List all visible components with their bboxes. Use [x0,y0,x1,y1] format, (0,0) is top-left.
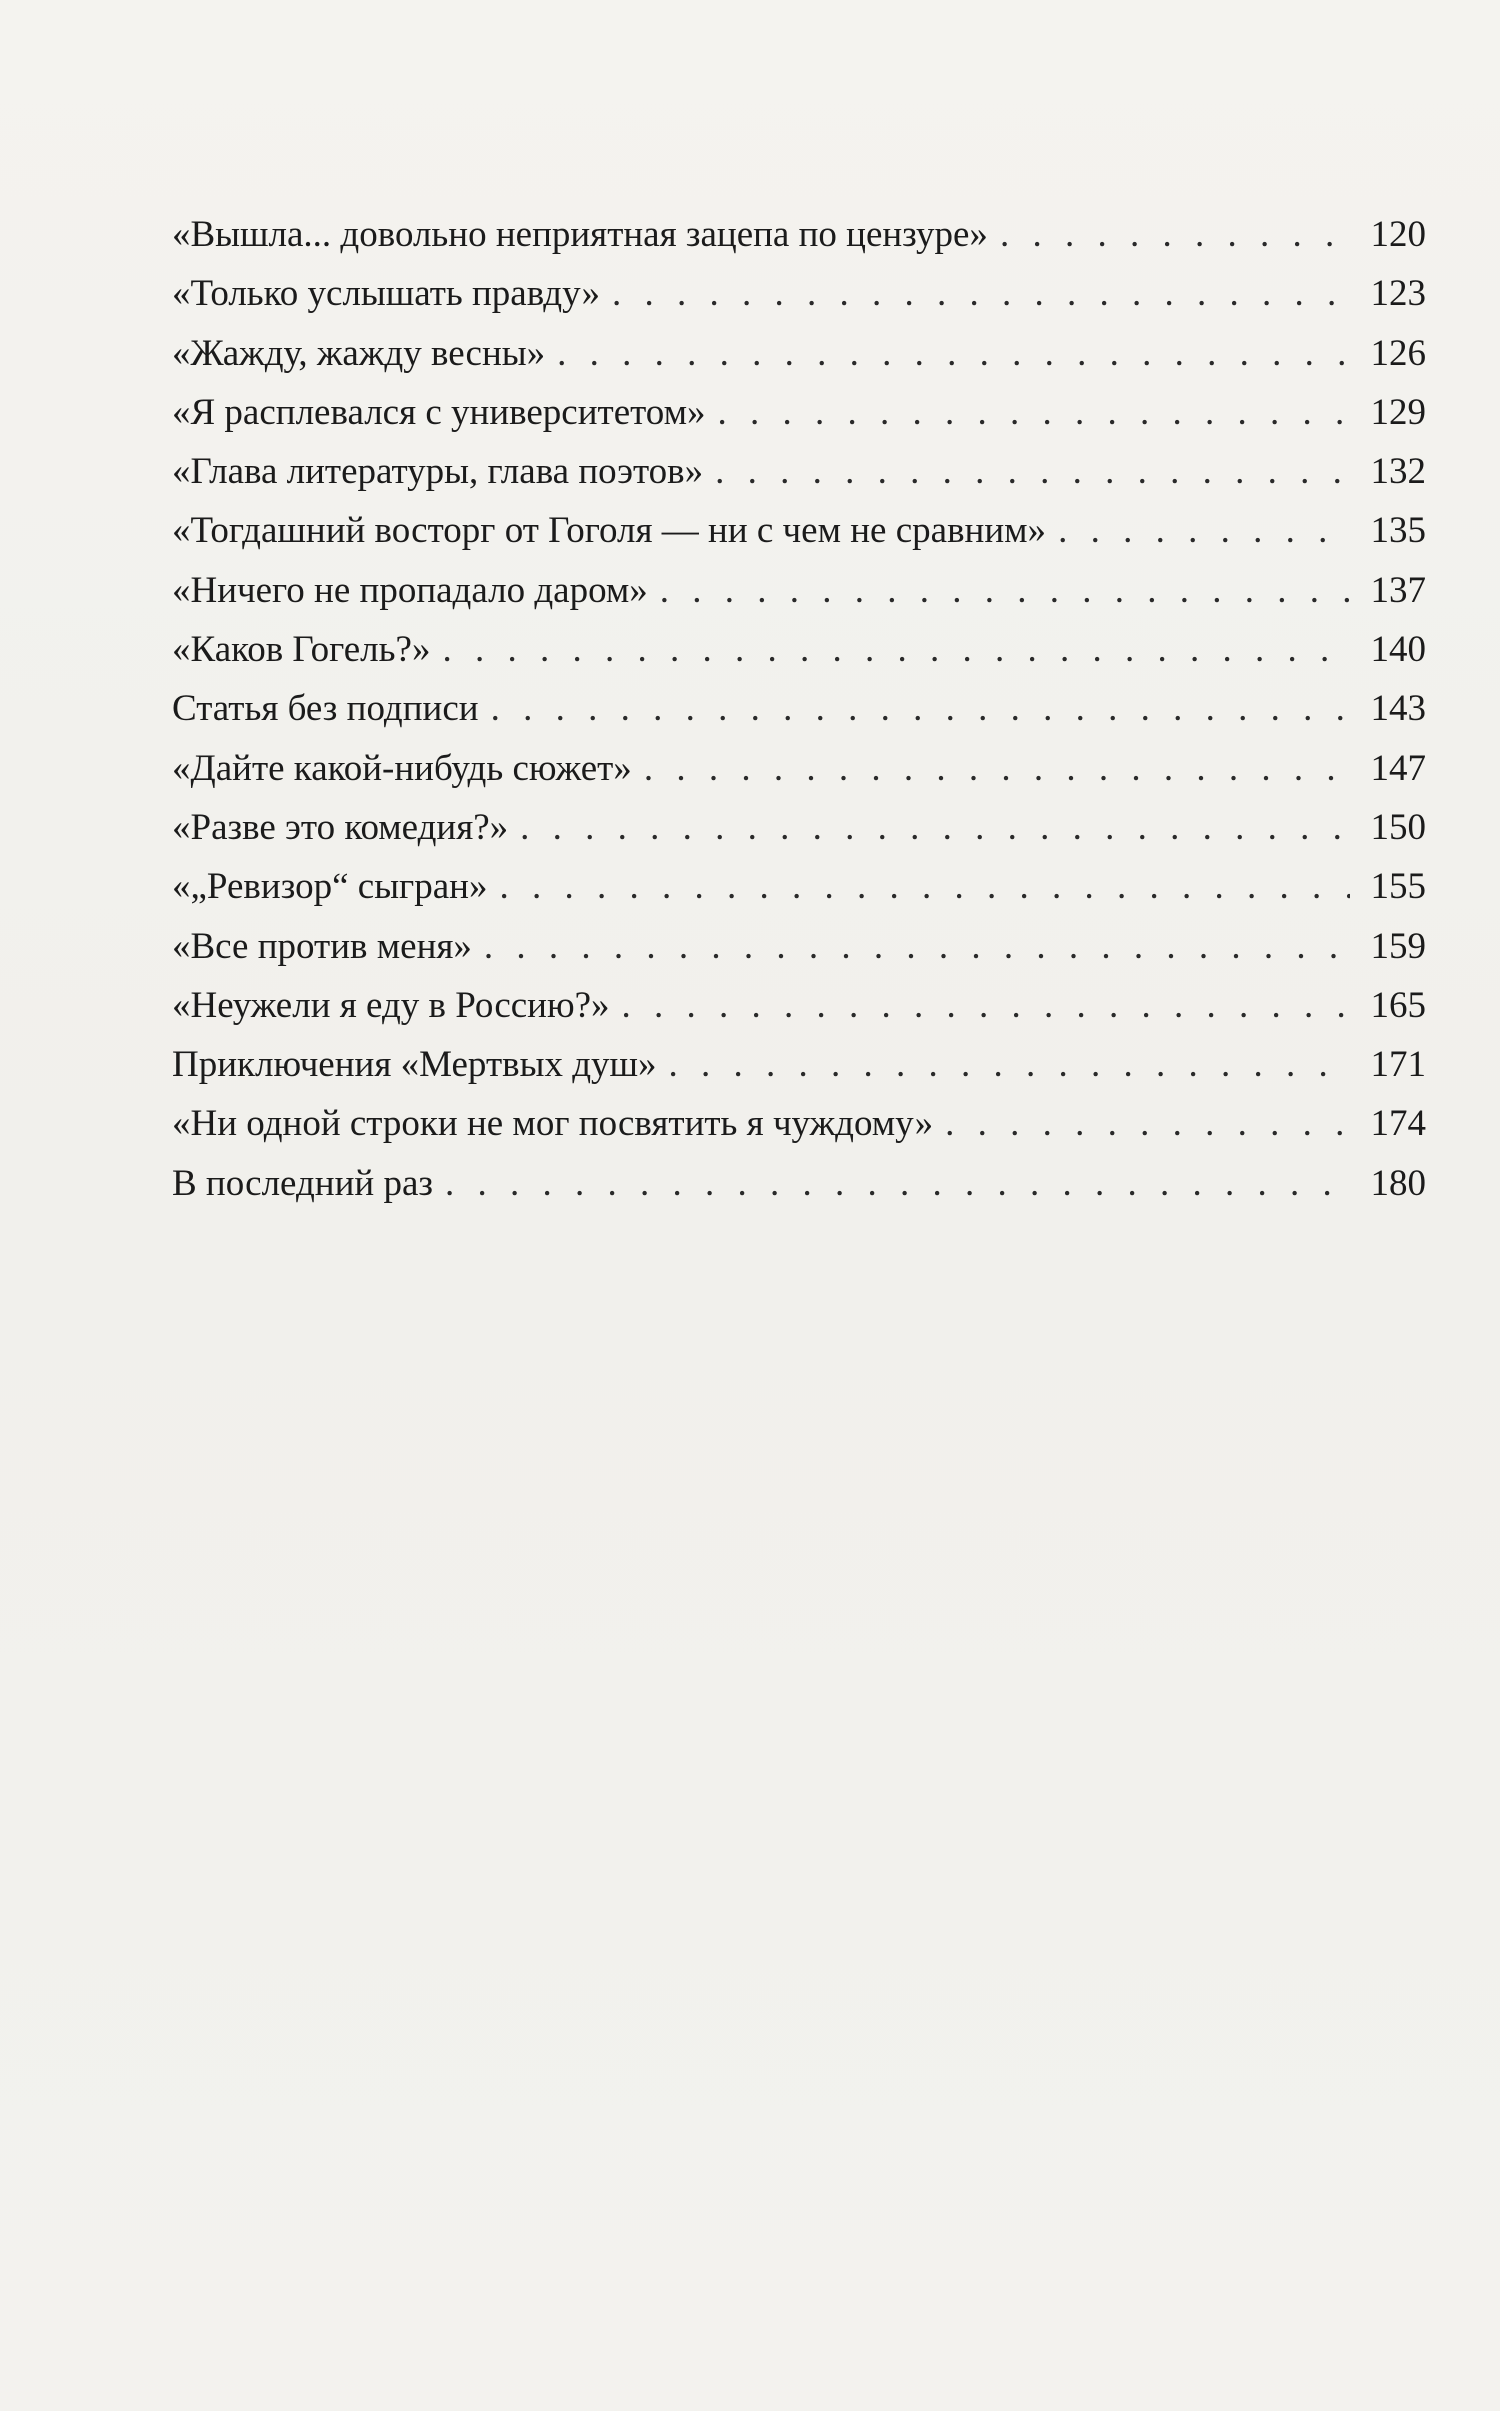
toc-entry [172,383,1426,442]
toc-entry [172,1154,1426,1213]
toc-entry-page: 123 [1370,273,1426,315]
toc-entry [172,1094,1426,1153]
toc-entry-page: 137 [1370,569,1426,611]
toc-leader-dots [520,798,1350,857]
toc-entry-title: «Тогдашний восторг от Гоголя — ни с чем не сравним» [172,510,1047,552]
toc-entry-page: 155 [1370,866,1426,908]
toc-leader-dots [660,561,1350,620]
toc-leader-dots [945,1094,1350,1153]
toc-entry [172,442,1426,501]
toc-entry-page: 171 [1370,1044,1426,1086]
toc-entry [172,857,1426,916]
toc-entry-page: 132 [1370,451,1426,493]
toc-entry-title: Статья без подписи [172,688,479,730]
toc-entry-title: «Вышла... довольно неприятная зацепа по цензуре» [172,214,988,255]
toc-entry [172,679,1426,738]
toc-entry-page: 165 [1370,984,1426,1026]
toc-entry [172,620,1426,679]
toc-entry-title: «Все против меня» [172,925,472,967]
toc-entry [172,1035,1426,1094]
toc-entry-page: 174 [1370,1103,1426,1145]
toc-leader-dots [669,1035,1350,1094]
toc-leader-dots [715,442,1350,501]
toc-leader-dots [442,620,1350,679]
toc-entry-title: «Глава литературы, глава поэтов» [172,451,704,493]
toc-leader-dots [1058,501,1350,560]
toc-leader-dots [557,324,1350,383]
toc-entry-title: «Неужели я еду в Россию?» [172,984,610,1026]
toc-entry [172,501,1426,560]
toc-entry-title: «Жажду, жажду весны» [172,332,546,374]
toc-entry-title: «Ничего не пропадало даром» [172,569,648,611]
toc-entry-page: 126 [1370,332,1426,374]
toc-entry-page: 135 [1370,510,1426,552]
toc-entry-page: 150 [1370,806,1426,848]
toc-entry-title: «Я расплевался с университетом» [172,391,706,433]
toc-entry-page: 143 [1370,688,1426,730]
toc-leader-dots [445,1154,1350,1213]
toc-entry [172,739,1426,798]
toc-leader-dots [644,739,1350,798]
toc-entry-page: 129 [1370,391,1426,433]
toc-entry-title: «Ни одной строки не мог посвятить я чуждому» [172,1103,934,1145]
toc-entry [172,561,1426,620]
toc-entry-title: «Разве это комедия?» [172,806,509,848]
toc-entry-title: В последний раз [172,1162,433,1204]
toc-entry [172,917,1426,976]
toc-entry-title: «Каков Гогель?» [172,629,431,671]
toc-leader-dots [718,383,1350,442]
toc-leader-dots [1000,205,1350,264]
toc-entry-title: Приключения «Мертвых душ» [172,1044,657,1086]
toc-entry [172,976,1426,1035]
toc-entry-page: 159 [1370,925,1426,967]
toc-entry [172,798,1426,857]
toc-leader-dots [499,857,1350,916]
toc-entry [172,324,1426,383]
toc-leader-dots [622,976,1350,1035]
toc-entry [172,264,1426,323]
table-of-contents [172,205,1426,1213]
toc-entry-title: «Только услышать правду» [172,273,601,315]
toc-entry-page: 180 [1370,1162,1426,1204]
toc-entry-title: «Дайте какой-нибудь сюжет» [172,747,632,789]
toc-entry-page: 147 [1370,747,1426,789]
toc-entry-page: 140 [1370,629,1426,671]
toc-leader-dots [612,264,1350,323]
toc-leader-dots [484,917,1350,976]
toc-leader-dots [491,679,1350,738]
toc-entry-title: «„Ревизор“ сыгран» [172,866,488,908]
toc-entry-page: 120 [1370,214,1426,255]
toc-entry [172,205,1426,264]
